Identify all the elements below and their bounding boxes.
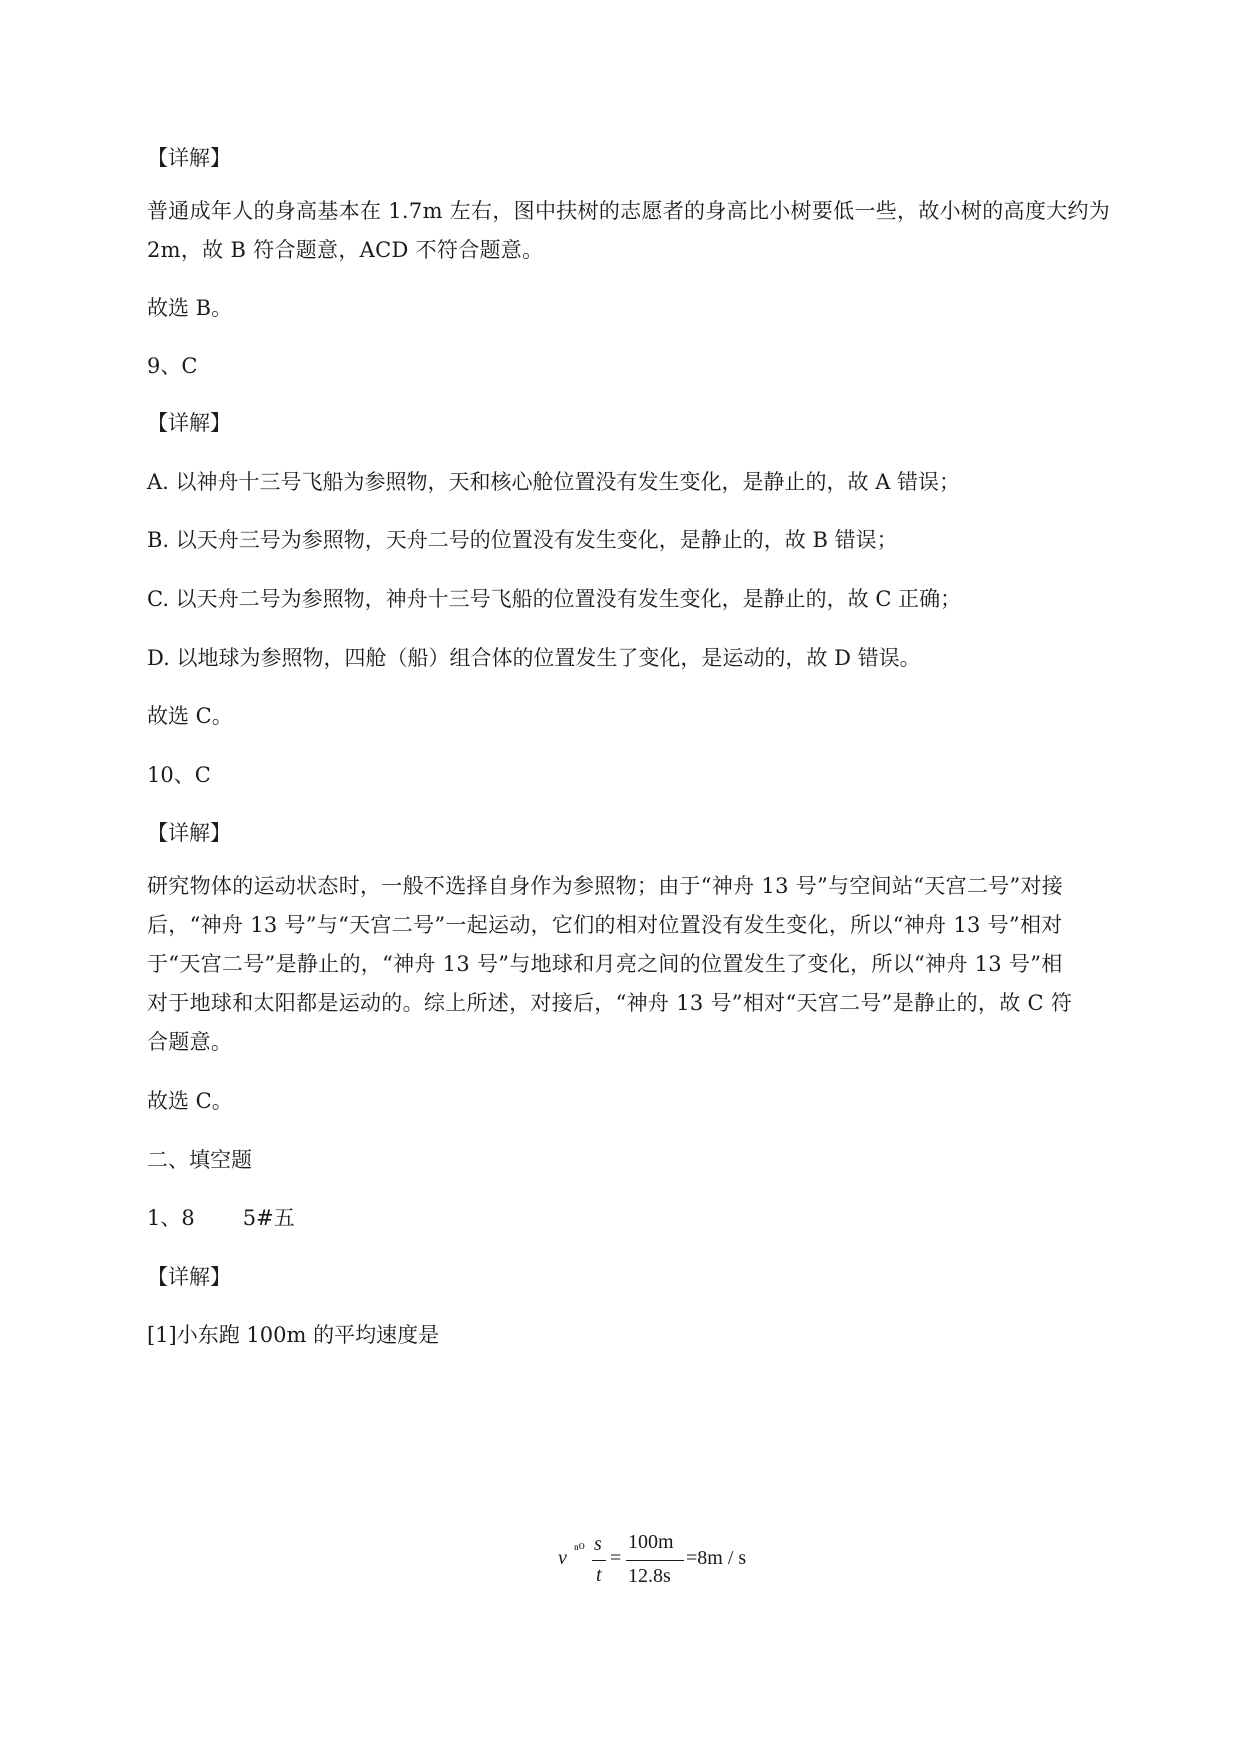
paragraph-line: 2m，故 B 符合题意，ACD 不符合题意。	[147, 238, 544, 262]
answer-line: 故选 C。	[147, 704, 233, 728]
option-c-explanation: C. 以天舟二号为参照物，神舟十三号飞船的位置没有发生变化，是静止的，故 C 正确；	[147, 587, 962, 611]
fraction-bar-st	[592, 1560, 606, 1561]
question-number: 10、C	[147, 763, 211, 787]
formula-t: t	[596, 1564, 602, 1586]
solution-step-1: [1]小东跑 100m 的平均速度是	[147, 1323, 440, 1347]
section-heading-detail: 【详解】	[147, 411, 231, 435]
section-heading-detail: 【详解】	[147, 146, 231, 170]
section-heading-fill-blank: 二、填空题	[147, 1148, 252, 1172]
fraction-bar-values	[626, 1560, 684, 1561]
formula-numerator: 100m	[628, 1531, 674, 1553]
formula-equals: =	[610, 1547, 622, 1569]
paragraph-line: 合题意。	[147, 1030, 233, 1054]
velocity-formula	[558, 1528, 758, 1592]
paragraph-line: 于“天宫二号”是静止的，“神舟 13 号”与地球和月亮之间的位置发生了变化，所以“神舟 13 号”相	[147, 952, 1063, 976]
formula-denominator: 12.8s	[628, 1565, 671, 1587]
option-b-explanation: B. 以天舟三号为参照物，天舟二号的位置没有发生变化，是静止的，故 B 错误；	[147, 528, 898, 552]
fill-blank-answer-second: 5#五	[242, 1206, 295, 1230]
answer-line: 故选 C。	[147, 1089, 233, 1113]
formula-v: v	[558, 1547, 567, 1569]
question-number: 9、C	[147, 354, 198, 378]
option-a-explanation: A. 以神舟十三号飞船为参照物，天和核心舱位置没有发生变化，是静止的，故 A 错误；	[147, 470, 961, 494]
fill-blank-answer-first: 1、8	[147, 1206, 195, 1230]
paragraph-explanation-8	[147, 192, 1147, 270]
fill-blank-answer	[147, 1203, 295, 1233]
paragraph-explanation-10	[147, 867, 1147, 1062]
formula-result: =8m / s	[686, 1547, 747, 1569]
section-heading-detail: 【详解】	[147, 1265, 231, 1289]
paragraph-line: 后，“神舟 13 号”与“天宫二号”一起运动，它们的相对位置没有发生变化，所以“神舟 13 号”相对	[147, 913, 1063, 937]
formula-s: s	[594, 1533, 602, 1555]
paragraph-line: 普通成年人的身高基本在 1.7m 左右，图中扶树的志愿者的身高比小树要低一些，故小树的高度大约为	[147, 199, 1111, 223]
formula-equals-garbled: ⁿ⁰	[574, 1542, 585, 1558]
answer-line: 故选 B。	[147, 296, 233, 320]
paragraph-line: 研究物体的运动状态时，一般不选择自身作为参照物；由于“神舟 13 号”与空间站“天宫二号”对接	[147, 874, 1064, 898]
paragraph-line: 对于地球和太阳都是运动的。综上所述，对接后，“神舟 13 号”相对“天宫二号”是静止的，故 C 符	[147, 991, 1073, 1015]
section-heading-detail: 【详解】	[147, 821, 231, 845]
option-d-explanation: D. 以地球为参照物，四舱（船）组合体的位置发生了变化，是运动的，故 D 错误。	[147, 646, 921, 670]
